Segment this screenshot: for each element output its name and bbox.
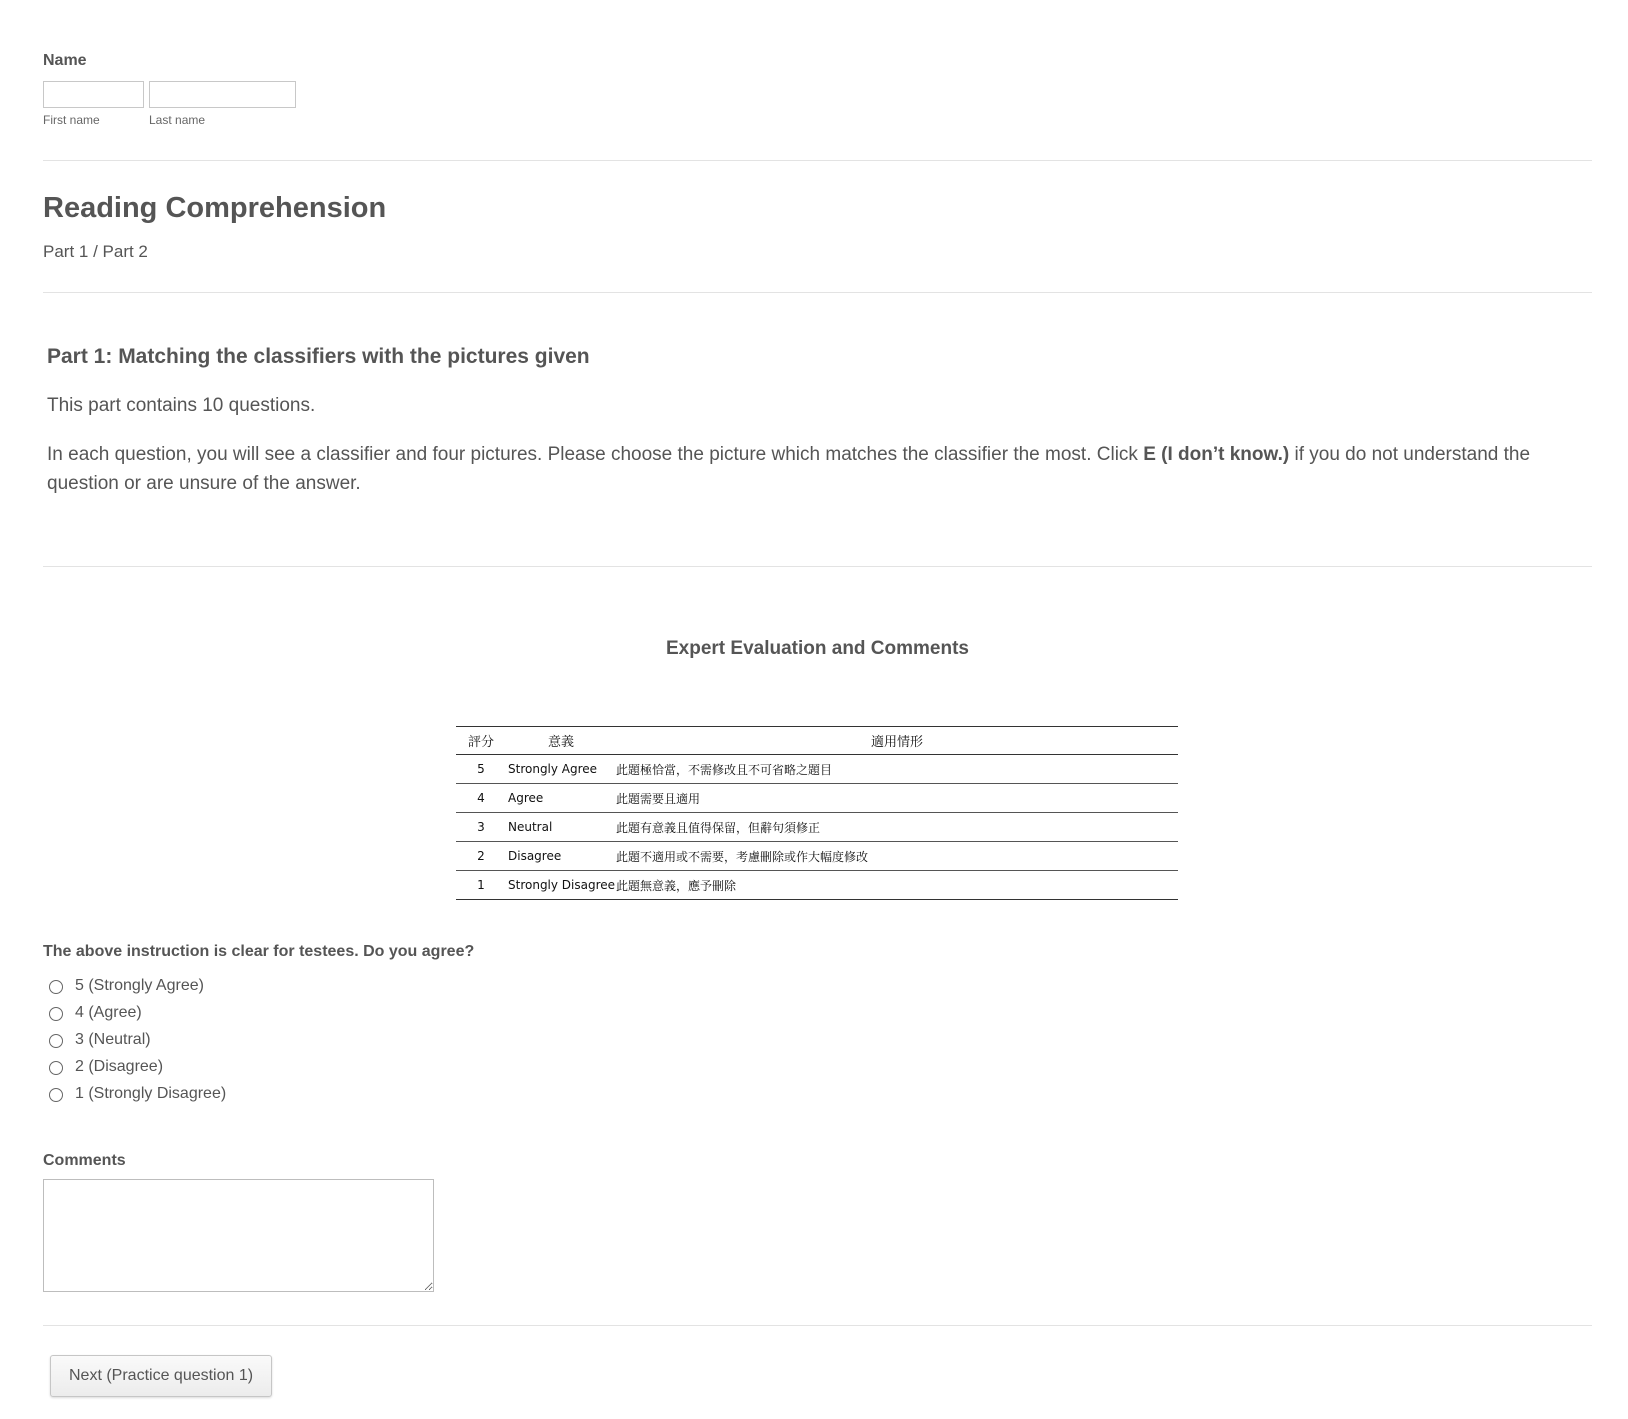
meaning-cell: Strongly Disagree — [506, 871, 616, 900]
comments-label: Comments — [43, 1152, 126, 1169]
last-name-sublabel: Last name — [149, 113, 206, 127]
radio-option-agree[interactable] — [49, 999, 226, 1026]
last-name-input[interactable] — [149, 81, 296, 108]
comments-textarea[interactable] — [43, 1179, 434, 1292]
radio-label: 5 (Strongly Agree) — [75, 976, 204, 994]
column-header-meaning: 意義 — [506, 727, 616, 755]
table-header-row — [456, 727, 1178, 755]
radio-button[interactable] — [49, 1007, 63, 1021]
meaning-cell: Agree — [506, 784, 616, 813]
column-header-score: 評分 — [456, 727, 506, 755]
first-name-sublabel: First name — [43, 113, 100, 127]
radio-button[interactable] — [49, 1061, 63, 1075]
part1-instructions — [47, 440, 1592, 498]
radio-option-strongly-agree[interactable] — [49, 972, 226, 999]
radio-button[interactable] — [49, 980, 63, 994]
radio-label: 4 (Agree) — [75, 1003, 142, 1021]
instructions-text-end: if you do not understand the question or are unsure of the answer. — [47, 444, 1531, 494]
next-button[interactable]: Next (Practice question 1) — [50, 1355, 272, 1397]
rating-scale-table — [456, 726, 1178, 900]
evaluation-title: Expert Evaluation and Comments — [665, 638, 969, 659]
meaning-cell: Strongly Agree — [506, 755, 616, 784]
divider — [43, 1325, 1592, 1326]
question-text: The above instruction is clear for testees. Do you agree? — [43, 943, 475, 960]
instructions-bold-option: E (I don’t know.) — [1143, 444, 1290, 465]
description-cell: 此題需要且適用 — [616, 784, 1178, 813]
instructions-text-start: In each question, you will see a classifier and four pictures. Please choose the picture which matches the classifier the most. Click — [47, 444, 1144, 465]
breadcrumb: Part 1 / Part 2 — [43, 242, 148, 261]
divider — [43, 292, 1592, 293]
first-name-input[interactable] — [43, 81, 144, 108]
score-cell: 3 — [456, 813, 506, 842]
score-cell: 4 — [456, 784, 506, 813]
description-cell: 此題無意義，應予刪除 — [616, 871, 1178, 900]
table-row — [456, 842, 1178, 871]
score-cell: 5 — [456, 755, 506, 784]
description-cell: 此題極恰當，不需修改且不可省略之題目 — [616, 755, 1178, 784]
table-row — [456, 871, 1178, 900]
agreement-radio-group — [49, 972, 226, 1107]
table-row — [456, 755, 1178, 784]
radio-button[interactable] — [49, 1034, 63, 1048]
radio-option-disagree[interactable] — [49, 1053, 226, 1080]
divider — [43, 160, 1592, 161]
radio-label: 2 (Disagree) — [75, 1057, 164, 1075]
radio-button[interactable] — [49, 1088, 63, 1102]
table-row — [456, 784, 1178, 813]
meaning-cell: Disagree — [506, 842, 616, 871]
name-label: Name — [43, 52, 87, 69]
radio-option-strongly-disagree[interactable] — [49, 1080, 226, 1107]
score-cell: 2 — [456, 842, 506, 871]
page-title: Reading Comprehension — [43, 192, 387, 224]
column-header-description: 適用情形 — [616, 727, 1178, 755]
score-cell: 1 — [456, 871, 506, 900]
part1-heading: Part 1: Matching the classifiers with the pictures given — [47, 345, 590, 368]
description-cell: 此題不適用或不需要，考慮刪除或作大幅度修改 — [616, 842, 1178, 871]
radio-option-neutral[interactable] — [49, 1026, 226, 1053]
description-cell: 此題有意義且值得保留，但辭句須修正 — [616, 813, 1178, 842]
part1-description: This part contains 10 questions. — [47, 395, 316, 416]
meaning-cell: Neutral — [506, 813, 616, 842]
radio-label: 1 (Strongly Disagree) — [75, 1084, 227, 1102]
divider — [43, 566, 1592, 567]
radio-label: 3 (Neutral) — [75, 1030, 151, 1048]
table-row — [456, 813, 1178, 842]
